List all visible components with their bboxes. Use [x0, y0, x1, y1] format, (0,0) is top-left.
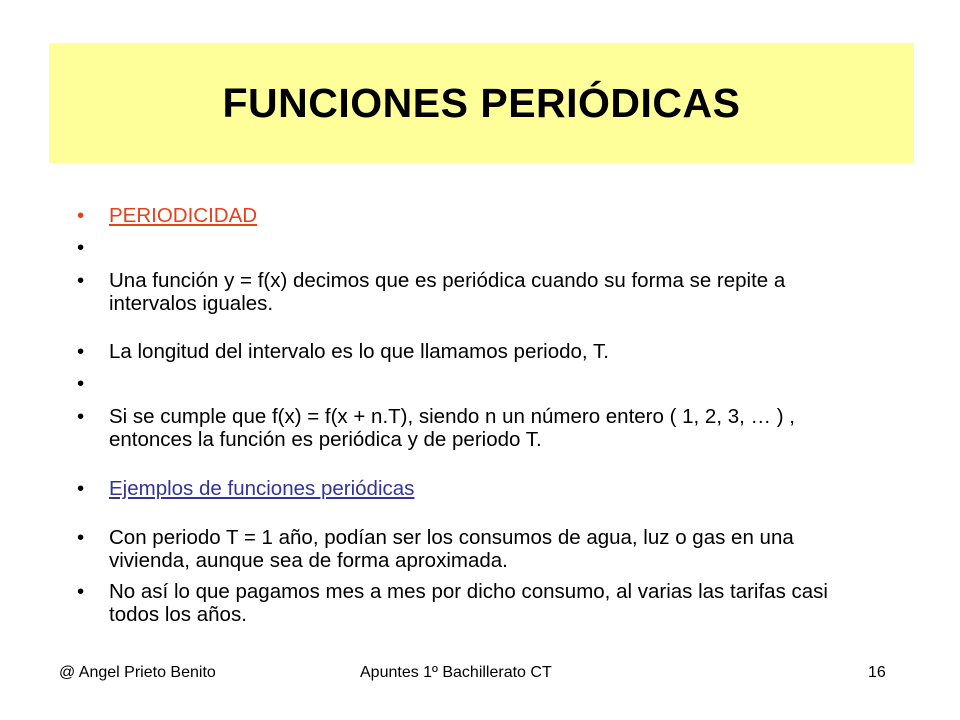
bullet-condition	[77, 405, 877, 451]
slide-title: FUNCIONES PERIÓDICAS	[222, 79, 741, 126]
bullet-text: Ejemplos de funciones periódicas	[109, 477, 415, 500]
bullet-heading-periodicidad	[77, 204, 877, 227]
bullet-dot: •	[77, 526, 85, 549]
bullet-dot: •	[77, 204, 85, 227]
bullet-text: Si se cumple que f(x) = f(x + n.T), siendo n un número entero ( 1, 2, 3, … ) , entonces la función es periódica y de periodo T.	[109, 405, 795, 451]
bullet-dot: •	[77, 477, 85, 500]
bullet-heading-ejemplos	[77, 477, 877, 500]
bullet-text: La longitud del intervalo es lo que llamamos periodo, T.	[109, 340, 609, 363]
footer-course: Apuntes 1º Bachillerato CT	[360, 664, 552, 681]
bullet-dot: •	[77, 340, 85, 363]
bullet-text: PERIODICIDAD	[109, 204, 258, 227]
bullet-period-length	[77, 340, 877, 363]
bullet-dot: •	[77, 269, 85, 292]
bullet-dot: •	[77, 372, 85, 395]
footer-page-number: 16	[868, 664, 886, 681]
bullet-dot: •	[77, 580, 85, 603]
bullet-text: No así lo que pagamos mes a mes por dicho consumo, al varias las tarifas casi todos los años.	[109, 580, 828, 626]
bullet-text: Con periodo T = 1 año, podían ser los consumos de agua, luz o gas en una vivienda, aunque sea de forma aproximada.	[109, 526, 794, 572]
bullet-definition	[77, 269, 877, 315]
bullet-text	[109, 236, 115, 259]
title-banner	[49, 43, 914, 163]
bullet-example-consumption	[77, 526, 877, 572]
bullet-dot: •	[77, 405, 85, 428]
bullet-text: Una función y = f(x) decimos que es periódica cuando su forma se repite a intervalos iguales.	[109, 269, 786, 315]
bullet-dot: •	[77, 236, 85, 259]
bullet-list	[77, 200, 877, 626]
bullet-empty	[77, 372, 877, 395]
bullet-example-payments	[77, 580, 877, 626]
bullet-text	[109, 372, 115, 395]
bullet-empty	[77, 236, 877, 259]
footer-author: @ Angel Prieto Benito	[59, 664, 216, 681]
